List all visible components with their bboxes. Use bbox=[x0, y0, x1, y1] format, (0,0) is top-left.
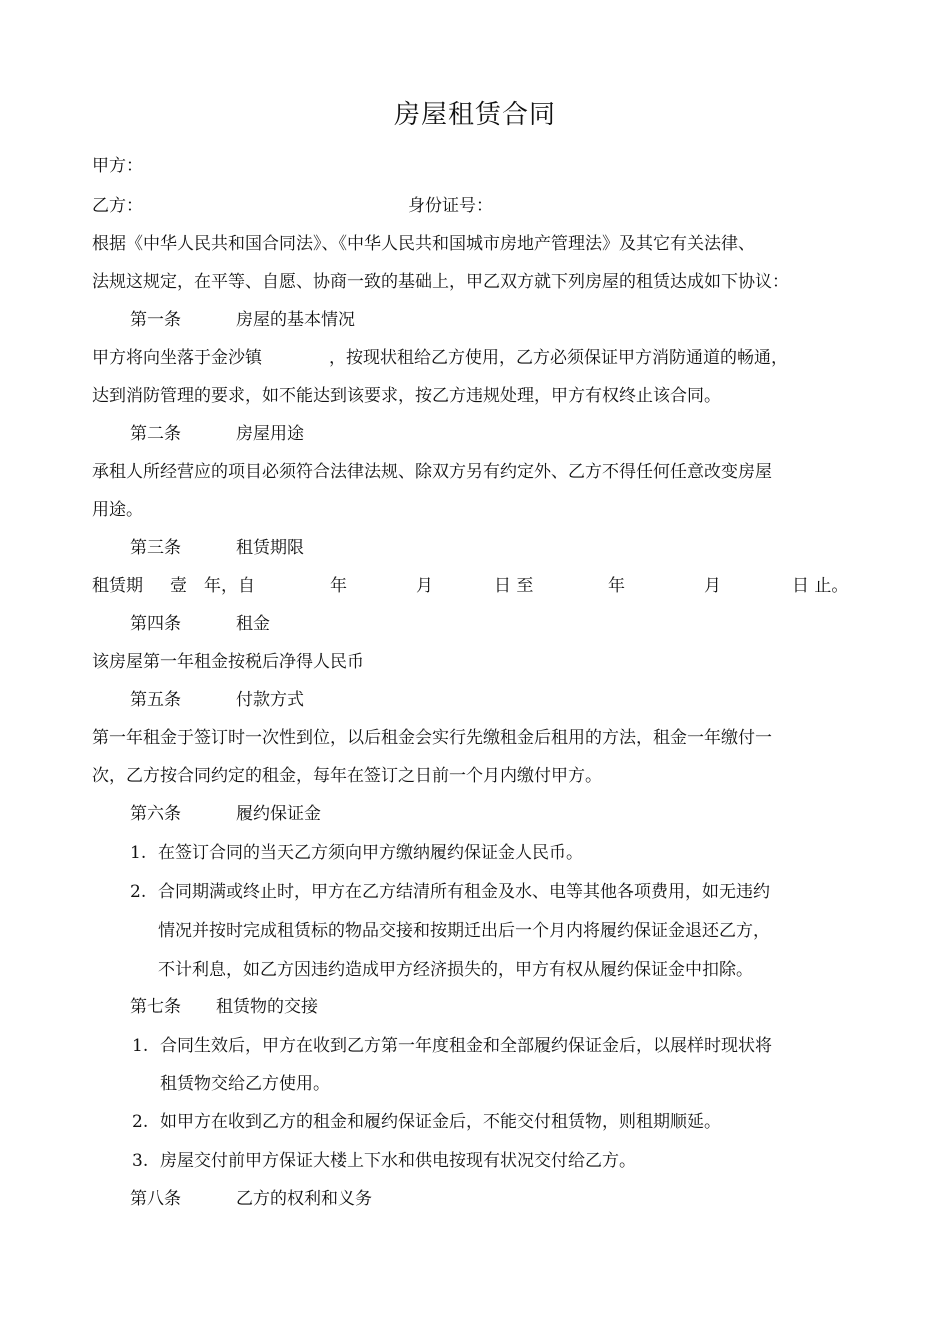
party-a-label: 甲方： bbox=[92, 156, 143, 176]
term-from: 年，自 bbox=[204, 576, 255, 596]
article-5-body-2: 次，乙方按合同约定的租金，每年在签订之日前一个月内缴付甲方。 bbox=[92, 766, 602, 786]
article-4-label: 第四条 bbox=[130, 614, 181, 634]
list-item-text: 在签订合同的当天乙方须向甲方缴纳履约保证金人民币。 bbox=[158, 843, 583, 863]
list-number: 3. bbox=[132, 1151, 149, 1171]
article-6-item-1 bbox=[130, 842, 583, 864]
article-7-heading bbox=[130, 996, 318, 1018]
article-3-label: 第三条 bbox=[130, 538, 181, 558]
term-end-month: 月 bbox=[704, 576, 721, 596]
party-b-label: 乙方： bbox=[92, 196, 143, 216]
article-5-label: 第五条 bbox=[130, 690, 181, 710]
article-5-body-1: 第一年租金于签订时一次性到位，以后租金会实行先缴租金后租用的方法，租金一年缴付一 bbox=[92, 728, 772, 748]
article-2-heading bbox=[130, 423, 304, 445]
lease-term-line bbox=[92, 575, 872, 597]
article-6-label: 第六条 bbox=[130, 804, 181, 824]
article-6-item-2-line-2: 情况并按时完成租赁标的物品交接和按期迁出后一个月内将履约保证金退还乙方， bbox=[158, 921, 770, 941]
party-b-line bbox=[92, 195, 592, 217]
term-end-day: 日 止。 bbox=[792, 576, 849, 596]
article-8-heading bbox=[130, 1188, 372, 1210]
list-item-text: 合同生效后，甲方在收到乙方第一年度租金和全部履约保证金后，以展样时现状将 bbox=[160, 1036, 772, 1056]
article-1-body-1b: ，按现状租给乙方使用，乙方必须保证甲方消防通道的畅通， bbox=[329, 348, 788, 368]
article-2-title: 房屋用途 bbox=[236, 424, 304, 444]
article-8-title: 乙方的权利和义务 bbox=[236, 1189, 372, 1209]
article-4-heading bbox=[130, 613, 270, 635]
article-2-body-2: 用途。 bbox=[92, 500, 143, 520]
article-2-body-1: 承租人所经营应的项目必须符合法律法规、除双方另有约定外、乙方不得任何任意改变房屋 bbox=[92, 462, 772, 482]
article-7-label: 第七条 bbox=[130, 997, 181, 1017]
list-number: 2. bbox=[130, 882, 147, 902]
document-title: 房屋租赁合同 bbox=[393, 100, 556, 130]
term-years: 壹 bbox=[170, 576, 187, 596]
article-6-item-2-line-3: 不计利息，如乙方因违约造成甲方经济损失的，甲方有权从履约保证金中扣除。 bbox=[158, 960, 753, 980]
list-number: 1. bbox=[132, 1036, 149, 1056]
article-4-body: 该房屋第一年租金按税后净得人民币 bbox=[92, 652, 364, 672]
article-6-heading bbox=[130, 803, 321, 825]
term-end-year: 年 bbox=[608, 576, 625, 596]
intro-line-1: 根据《中华人民共和国合同法》、《中华人民共和国城市房地产管理法》及其它有关法律、 bbox=[92, 234, 755, 254]
article-5-heading bbox=[130, 689, 304, 711]
term-start-day: 日 至 bbox=[494, 576, 534, 596]
article-3-title: 租赁期限 bbox=[236, 538, 304, 558]
article-7-item-1-line-2: 租赁物交给乙方使用。 bbox=[160, 1074, 330, 1094]
list-item-text: 合同期满或终止时，甲方在乙方结清所有租金及水、电等其他各项费用，如无违约 bbox=[158, 882, 770, 902]
article-3-heading bbox=[130, 537, 304, 559]
article-1-body-1a: 甲方将向坐落于金沙镇 bbox=[92, 348, 262, 368]
article-1-body-2: 达到消防管理的要求，如不能达到该要求，按乙方违规处理，甲方有权终止该合同。 bbox=[92, 386, 721, 406]
intro-line-2: 法规这规定，在平等、自愿、协商一致的基础上，甲乙双方就下列房屋的租赁达成如下协议： bbox=[92, 272, 789, 292]
article-7-item-1 bbox=[132, 1035, 772, 1057]
list-number: 1. bbox=[130, 843, 147, 863]
article-8-label: 第八条 bbox=[130, 1189, 181, 1209]
article-1-label: 第一条 bbox=[130, 310, 181, 330]
list-item-text: 如甲方在收到乙方的租金和履约保证金后，不能交付租赁物，则租期顺延。 bbox=[160, 1112, 721, 1132]
article-6-item-2 bbox=[130, 881, 770, 903]
party-a-line bbox=[92, 155, 143, 177]
article-4-title: 租金 bbox=[236, 614, 270, 634]
term-prefix: 租赁期 bbox=[92, 576, 143, 596]
id-number-label: 身份证号： bbox=[408, 196, 493, 216]
term-start-year: 年 bbox=[330, 576, 347, 596]
article-2-label: 第二条 bbox=[130, 424, 181, 444]
list-item-text: 房屋交付前甲方保证大楼上下水和供电按现有状况交付给乙方。 bbox=[160, 1151, 636, 1171]
article-7-item-3 bbox=[132, 1150, 636, 1172]
article-1-heading bbox=[130, 309, 355, 331]
list-number: 2. bbox=[132, 1112, 149, 1132]
article-1-title: 房屋的基本情况 bbox=[236, 310, 355, 330]
article-5-title: 付款方式 bbox=[236, 690, 304, 710]
term-start-month: 月 bbox=[416, 576, 433, 596]
article-7-title: 租赁物的交接 bbox=[216, 997, 318, 1017]
article-7-item-2 bbox=[132, 1111, 721, 1133]
article-6-title: 履约保证金 bbox=[236, 804, 321, 824]
